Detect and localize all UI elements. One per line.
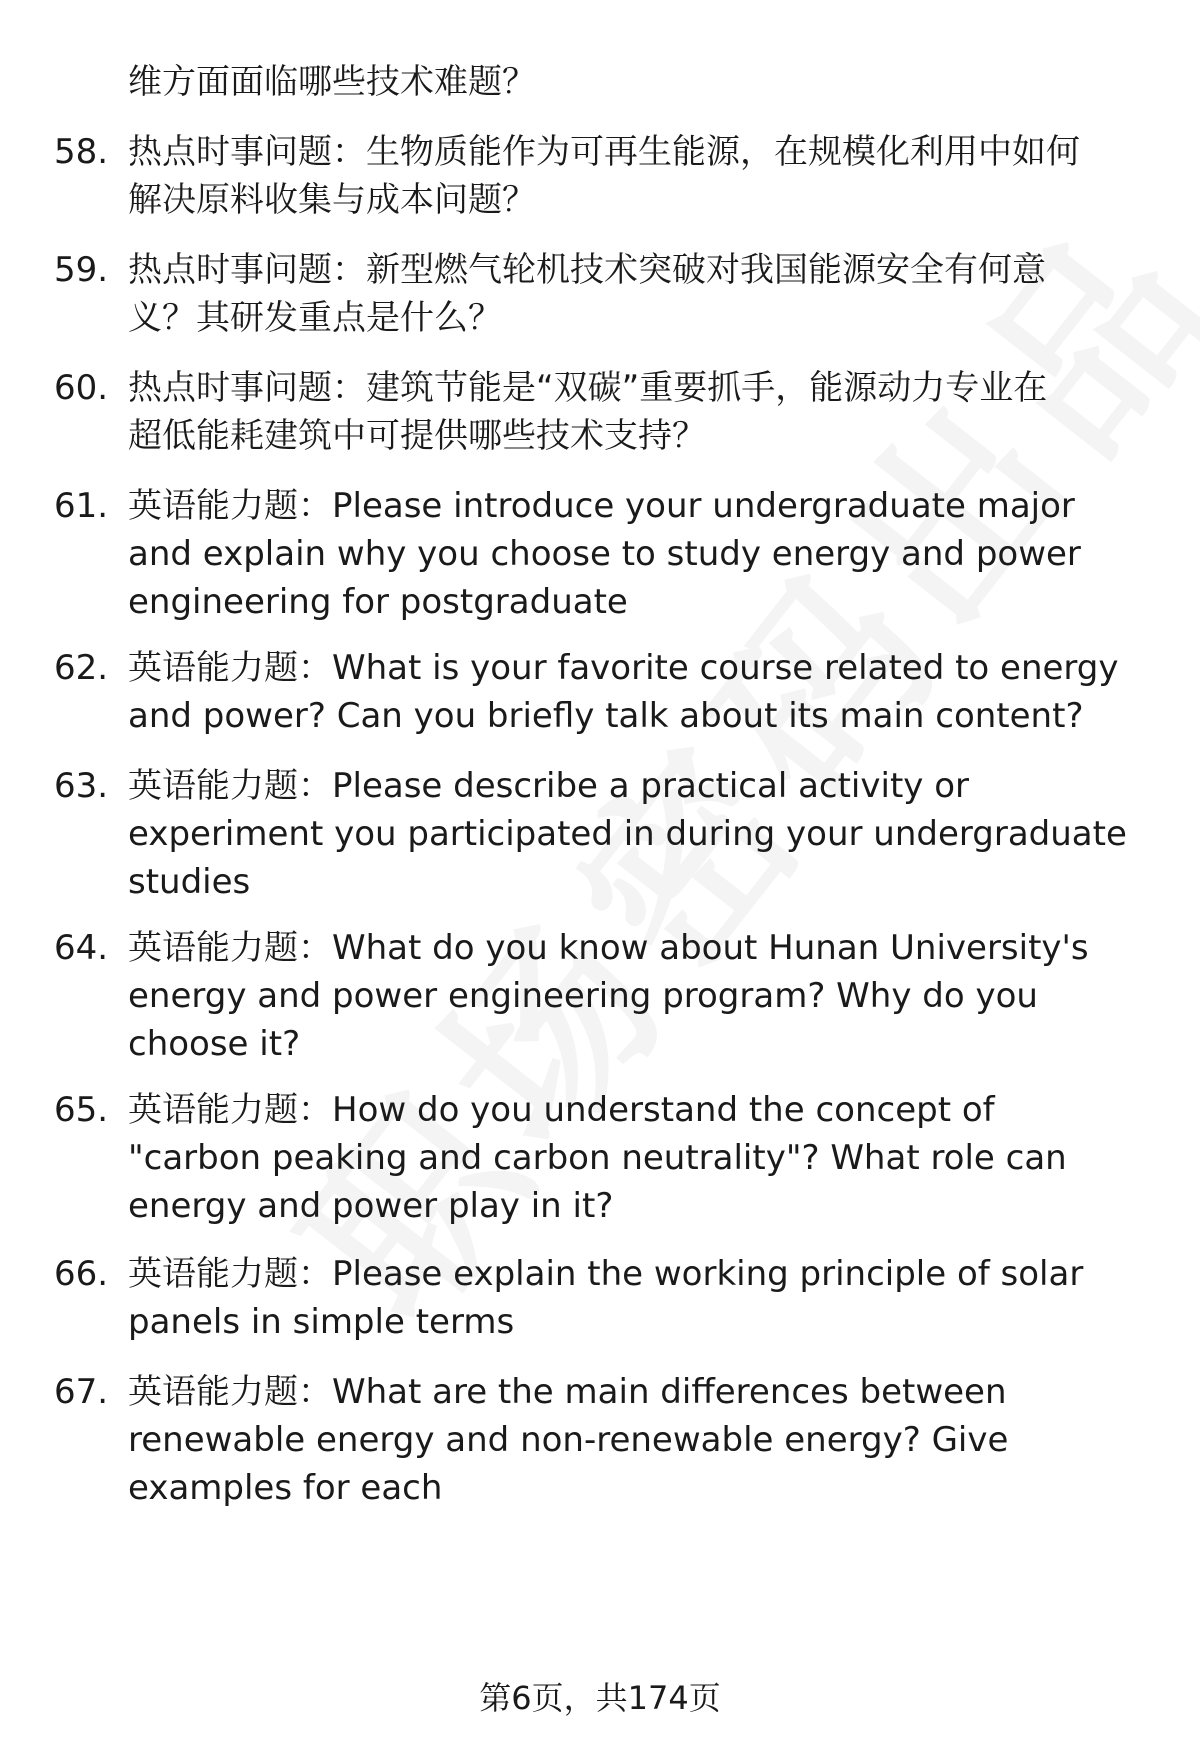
- item-text: 热点时事问题：新型燃气轮机技术突破对我国能源安全有何意 义？其研发重点是什么？: [128, 250, 1046, 338]
- item-number: 64.: [54, 928, 109, 968]
- item-text: 英语能力题：What are the main differences between renewable energy and non-renewable energy? Give examples for each: [128, 1372, 1009, 1508]
- item-number: 58.: [54, 132, 109, 172]
- item-text: 英语能力题：Please describe a practical activity or experiment you participated in during your undergraduate studies: [128, 766, 1127, 902]
- item-number: 65.: [54, 1090, 109, 1130]
- item-number: 67.: [54, 1372, 109, 1412]
- item-text: 热点时事问题：建筑节能是“双碳”重要抓手，能源动力专业在 超低能耗建筑中可提供哪些技术支持？: [128, 368, 1048, 456]
- item-number: 61.: [54, 486, 109, 526]
- page-number-footer: 第6页，共174页: [479, 1679, 721, 1717]
- item-text: 英语能力题：Please introduce your undergraduate major and explain why you choose to study energy and power engineering for postgraduate: [128, 486, 1081, 622]
- item-number: 59.: [54, 250, 109, 290]
- item-text: 英语能力题：What is your favorite course related to energy and power? Can you briefly talk about its main content?: [128, 648, 1119, 736]
- item-text: 热点时事问题：生物质能作为可再生能源，在规模化利用中如何 解决原料收集与成本问题？: [128, 132, 1080, 220]
- item-number: 60.: [54, 368, 109, 408]
- item-text: 英语能力题：What do you know about Hunan University's energy and power engineering program? Why do you choose it?: [128, 928, 1089, 1064]
- item-number: 66.: [54, 1254, 109, 1294]
- item-text: 维方面面临哪些技术难题？: [128, 62, 536, 102]
- item-number: 63.: [54, 766, 109, 806]
- item-text: 英语能力题：How do you understand the concept of "carbon peaking and carbon neutrality"? What role can energy and power play in it?: [128, 1090, 1067, 1226]
- item-text: 英语能力题：Please explain the working principle of solar panels in simple terms: [128, 1254, 1084, 1342]
- item-number: 62.: [54, 648, 109, 688]
